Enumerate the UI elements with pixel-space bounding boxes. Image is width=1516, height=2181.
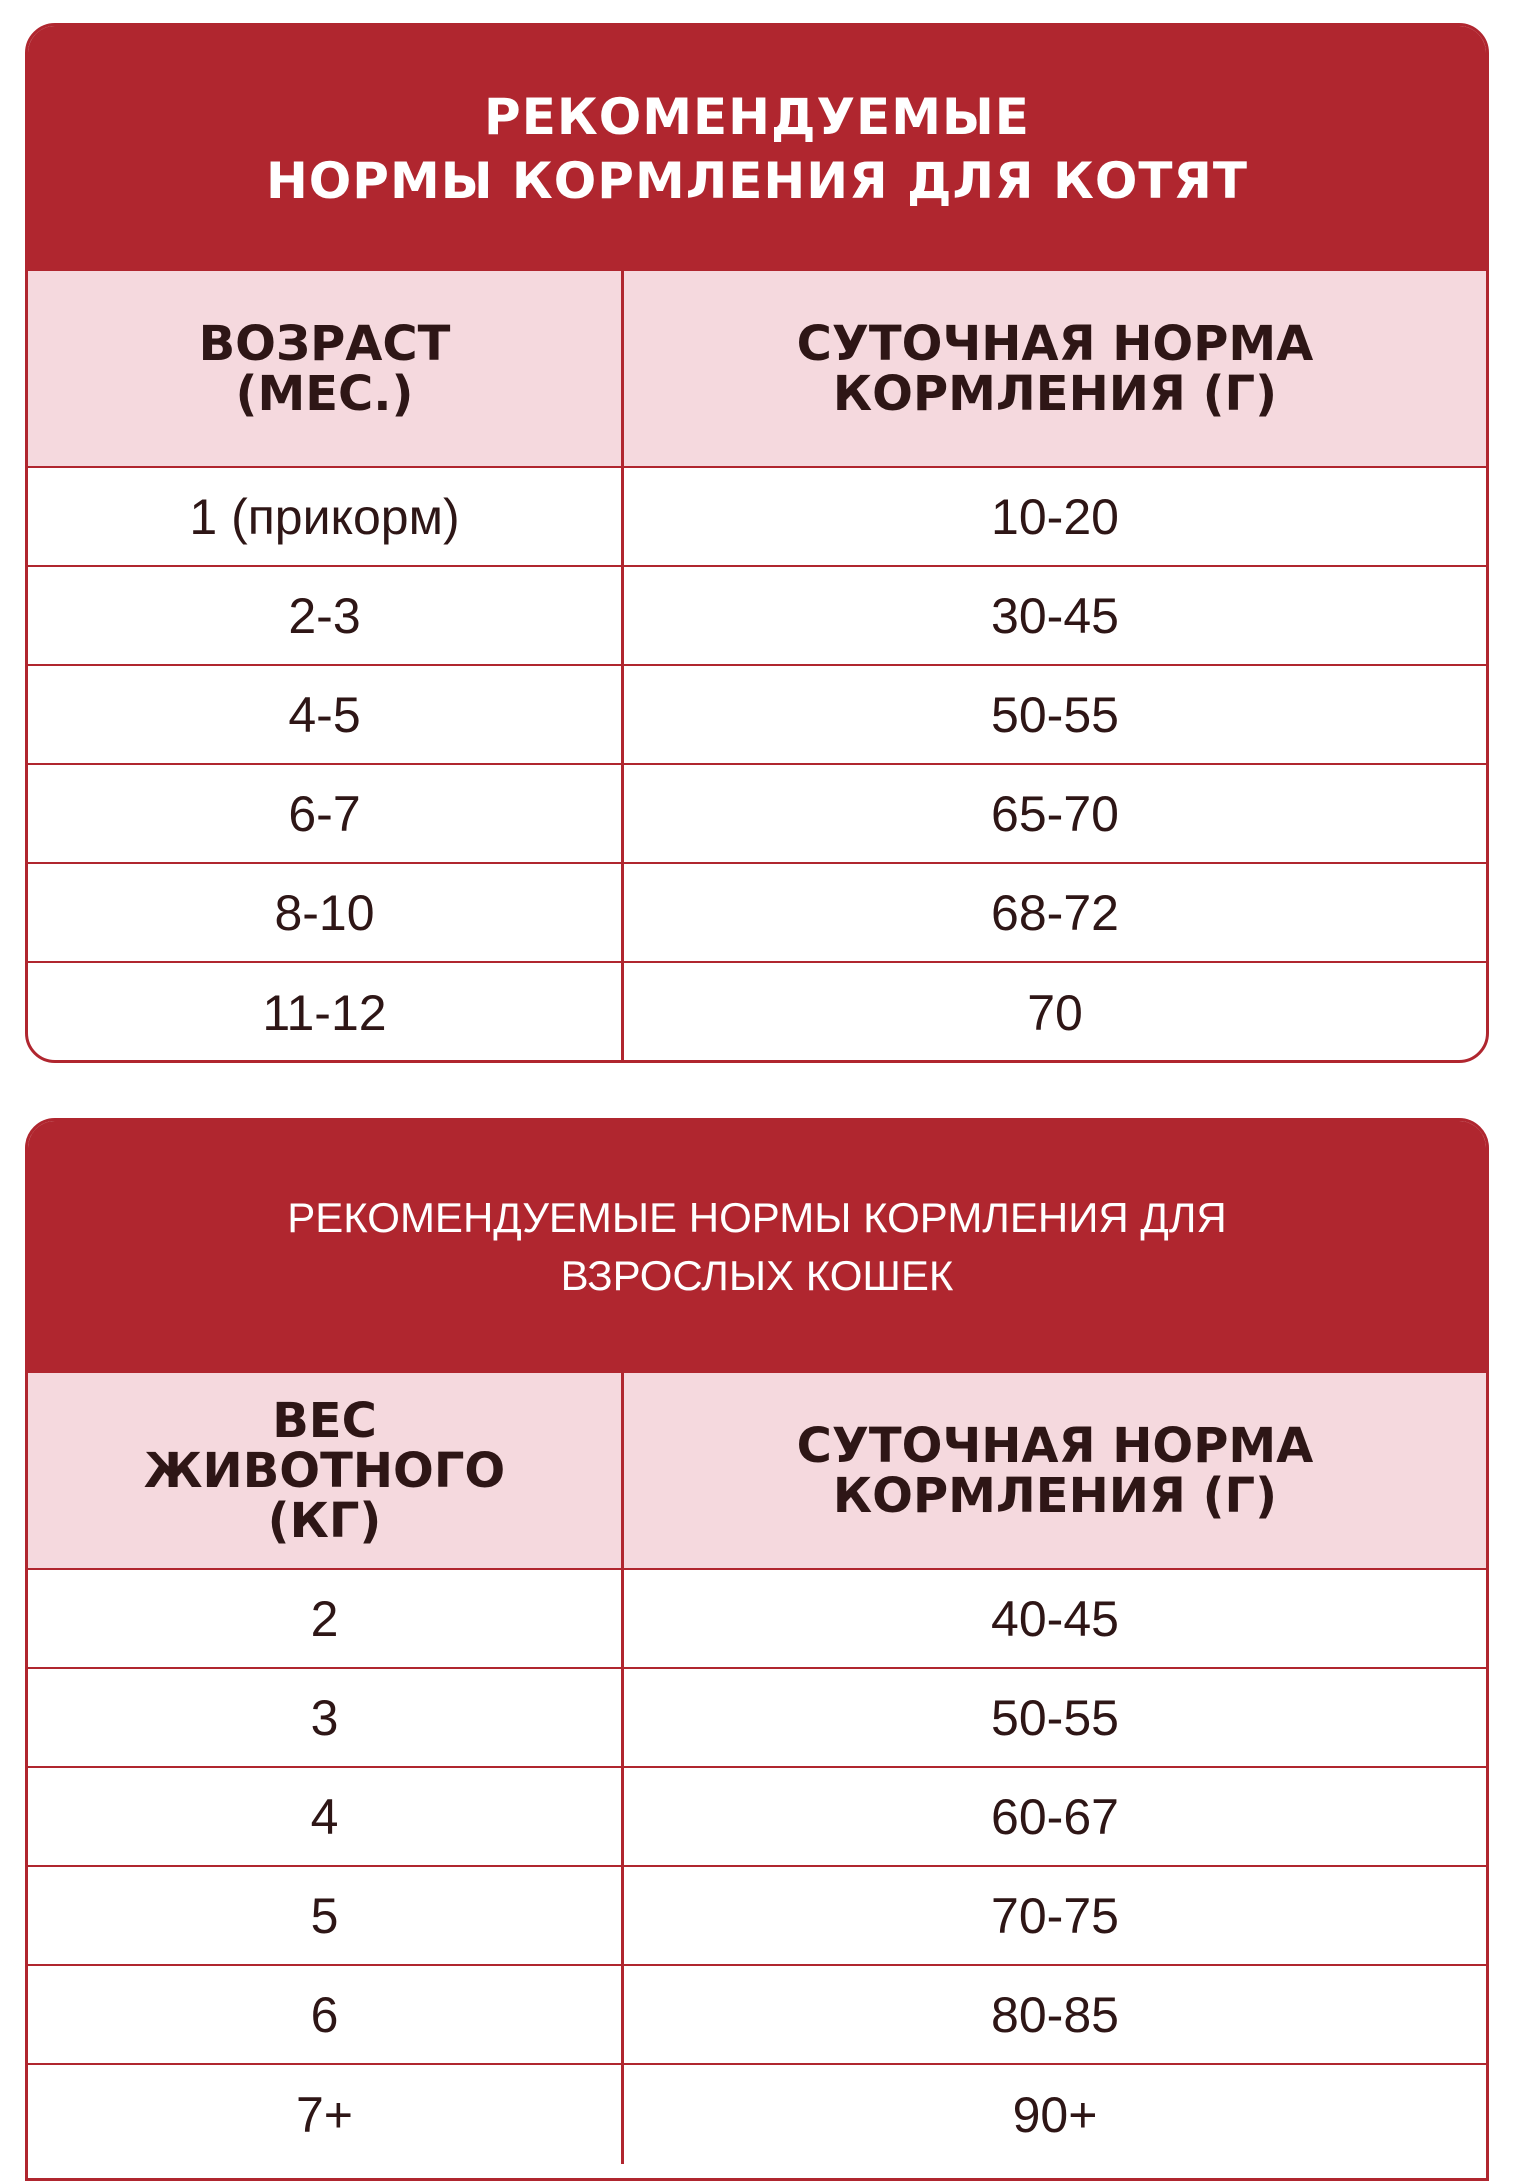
kittens-header-row — [28, 271, 1486, 468]
kittens-age-cell: 6-7 — [28, 765, 624, 862]
adults-weight-header-line-3: (КГ) — [267, 1492, 382, 1549]
kittens-norm-header-line-1: СУТОЧНАЯ НОРМА — [796, 315, 1314, 372]
adults-title-line-1: РЕКОМЕНДУЕМЫЕ НОРМЫ КОРМЛЕНИЯ ДЛЯ — [287, 1194, 1227, 1241]
table-row — [28, 1768, 1486, 1867]
table-row — [28, 1966, 1486, 2065]
adults-weight-cell: 5 — [28, 1867, 624, 1964]
kittens-title-line-1: РЕКОМЕНДУЕМЫЕ — [484, 87, 1030, 146]
kittens-age-cell: 4-5 — [28, 666, 624, 763]
adults-norm-cell: 60-67 — [991, 1788, 1119, 1845]
table-row — [28, 1669, 1486, 1768]
kittens-norm-header-line-2: КОРМЛЕНИЯ (Г) — [832, 365, 1278, 422]
adults-weight-cell: 6 — [28, 1966, 624, 2063]
adults-weight-header-line-2: ЖИВОТНОГО — [143, 1442, 506, 1499]
adults-norm-cell: 70-75 — [991, 1887, 1119, 1944]
kittens-norm-cell: 30-45 — [991, 587, 1119, 644]
table-row — [28, 1867, 1486, 1966]
kittens-age-cell: 8-10 — [28, 864, 624, 961]
table-row — [28, 864, 1486, 963]
kittens-norm-cell: 70 — [1027, 984, 1083, 1041]
kittens-norm-cell: 50-55 — [991, 686, 1119, 743]
adults-feeding-table — [25, 1118, 1489, 2181]
adults-norm-cell: 50-55 — [991, 1689, 1119, 1746]
table-row — [28, 963, 1486, 1062]
adults-norm-cell: 80-85 — [991, 1986, 1119, 2043]
kittens-table-title — [28, 26, 1486, 271]
adults-header-row — [28, 1373, 1486, 1570]
kittens-age-header-line-2: (МЕС.) — [235, 365, 414, 422]
adults-norm-header — [624, 1373, 1486, 1568]
kittens-age-cell: 11-12 — [28, 963, 624, 1062]
adults-weight-cell: 4 — [28, 1768, 624, 1865]
adults-weight-header — [28, 1373, 624, 1568]
kittens-norm-cell: 68-72 — [991, 884, 1119, 941]
table-row — [28, 1570, 1486, 1669]
adults-title-line-2: ВЗРОСЛЫХ КОШЕК — [560, 1252, 954, 1299]
adults-norm-cell: 90+ — [1012, 2086, 1098, 2143]
adults-weight-cell: 7+ — [28, 2065, 624, 2164]
kittens-age-header — [28, 271, 624, 466]
kittens-norm-cell: 10-20 — [991, 488, 1119, 545]
kittens-feeding-table — [25, 23, 1489, 1063]
adults-weight-cell: 3 — [28, 1669, 624, 1766]
table-row — [28, 666, 1486, 765]
adults-weight-header-line-1: ВЕС — [272, 1392, 377, 1449]
table-row — [28, 2065, 1486, 2164]
kittens-age-header-line-1: ВОЗРАСТ — [198, 315, 451, 372]
table-row — [28, 567, 1486, 666]
kittens-norm-cell: 65-70 — [991, 785, 1119, 842]
table-row — [28, 765, 1486, 864]
adults-norm-header-line-2: КОРМЛЕНИЯ (Г) — [832, 1467, 1278, 1524]
adults-table-title — [28, 1121, 1486, 1373]
table-row — [28, 468, 1486, 567]
kittens-age-cell: 1 (прикорм) — [28, 468, 624, 565]
adults-weight-cell: 2 — [28, 1570, 624, 1667]
kittens-norm-header — [624, 271, 1486, 466]
kittens-title-line-2: НОРМЫ КОРМЛЕНИЯ ДЛЯ КОТЯТ — [265, 151, 1249, 210]
adults-norm-cell: 40-45 — [991, 1590, 1119, 1647]
kittens-age-cell: 2-3 — [28, 567, 624, 664]
adults-norm-header-line-1: СУТОЧНАЯ НОРМА — [796, 1417, 1314, 1474]
